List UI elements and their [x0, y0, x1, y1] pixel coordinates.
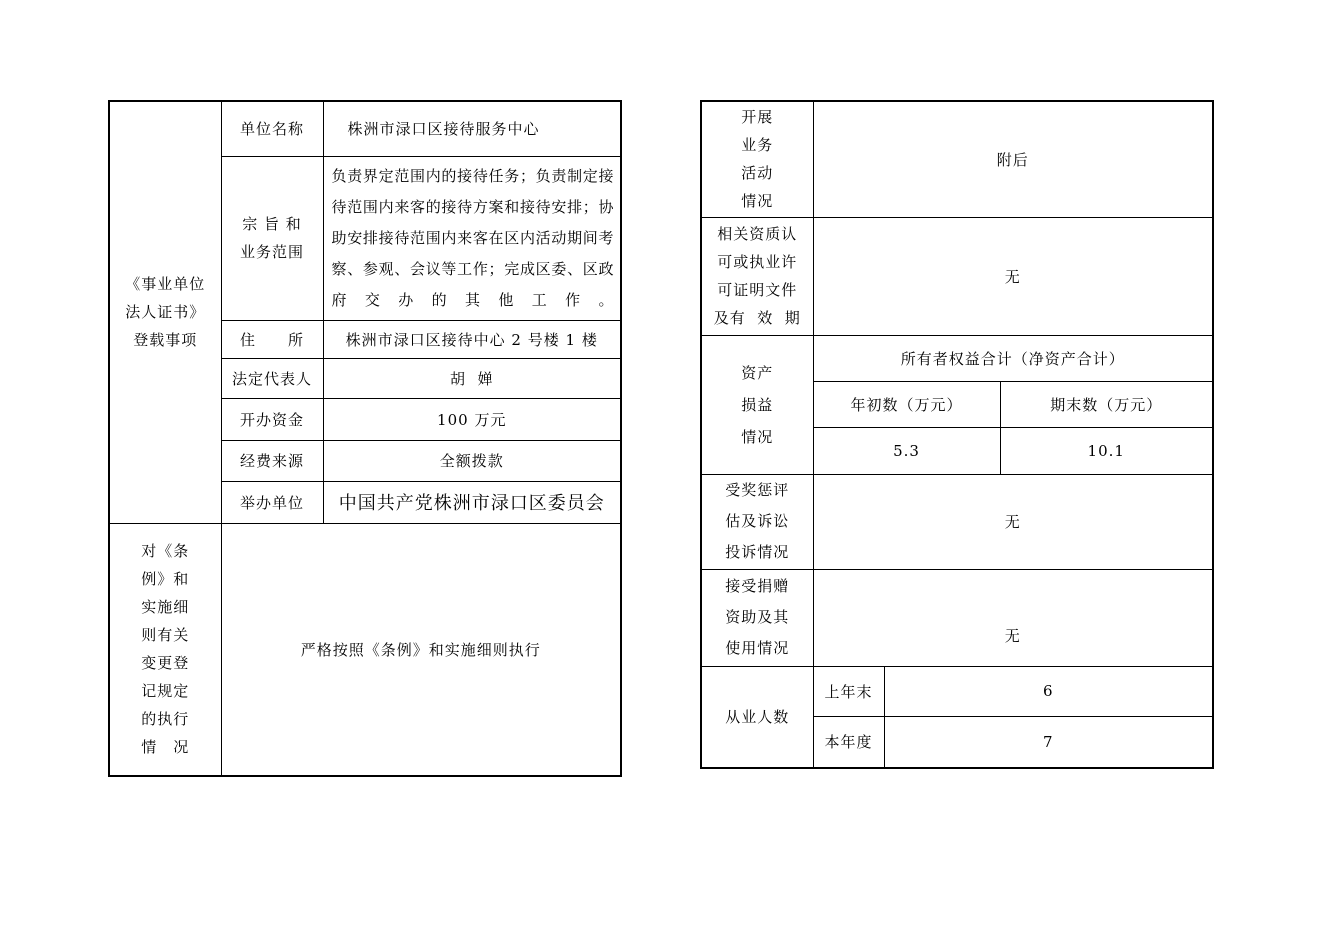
compliance-value: 严格按照《条例》和实施细则执行: [221, 523, 621, 776]
last-year-value: 6: [884, 666, 1213, 716]
end-value: 10.1: [1000, 427, 1213, 474]
section-label-cell: [109, 101, 221, 523]
capital-value: 100 万元: [323, 398, 621, 440]
license-label-line-4: 及有 效 期: [713, 309, 801, 327]
compliance-label-line-2: 例》和: [141, 570, 190, 589]
equity-header: 所有者权益合计（净资产合计）: [813, 335, 1213, 381]
compliance-label-line-4: 则有关: [141, 626, 190, 645]
begin-label: 年初数（万元）: [813, 381, 1000, 427]
legal-rep-value: 胡 婵: [323, 358, 621, 398]
section-label-line-2: 法人证书》: [125, 303, 206, 322]
license-value: 无: [813, 217, 1213, 335]
awards-label-line-1: 受奖惩评: [725, 481, 790, 499]
this-year-value: 7: [884, 716, 1213, 768]
address-label: 住 所: [221, 320, 323, 358]
begin-value: 5.3: [813, 427, 1000, 474]
section-label-line-3: 登载事项: [133, 331, 198, 350]
unit-name-label: 单位名称: [221, 101, 323, 156]
staff-label: 从业人数: [701, 666, 813, 768]
business-label-cell: [701, 101, 813, 217]
donations-value-text: 无: [1004, 626, 1021, 645]
assets-label-line-2: 损益: [741, 395, 774, 414]
sponsor-value: 中国共产党株洲市渌口区委员会: [323, 481, 621, 523]
donations-label-line-3: 使用情况: [725, 639, 790, 657]
awards-value: 无: [813, 474, 1213, 569]
business-label-line-4: 情况: [741, 192, 774, 211]
awards-label-cell: [701, 474, 813, 569]
purpose-value: 负责界定范围内的接待任务；负责制定接待范围内来客的接待方案和接待安排；协助安排接待范围内来客在区内活动期间考察、参观、会议等工作；完成区委、区政府交办的其他工作。: [331, 166, 614, 309]
purpose-label-cell: [221, 156, 323, 320]
compliance-label-line-6: 记规定: [141, 682, 190, 701]
funding-value: 全额拨款: [323, 440, 621, 481]
awards-label-line-2: 估及诉讼: [725, 512, 790, 530]
annual-report-table: [700, 100, 1214, 769]
address-value: 株洲市渌口区接待中心 2 号楼 1 楼: [323, 320, 621, 358]
legal-rep-label: 法定代表人: [221, 358, 323, 398]
purpose-label-line-1: 宗 旨 和: [242, 215, 302, 233]
assets-label-line-1: 资产: [741, 363, 774, 382]
end-label: 期末数（万元）: [1000, 381, 1213, 427]
business-value: 附后: [813, 101, 1213, 217]
donations-label-line-1: 接受捐赠: [725, 577, 790, 595]
business-label-line-2: 业务: [741, 136, 774, 155]
license-label-line-2: 可或执业许: [717, 253, 798, 271]
license-label-line-1: 相关资质认: [717, 225, 798, 243]
compliance-label-line-8: 情 况: [141, 738, 190, 757]
purpose-label-line-2: 业务范围: [239, 243, 304, 261]
license-label-cell: [701, 217, 813, 335]
last-year-label: 上年末: [813, 666, 884, 716]
compliance-label-line-3: 实施细: [141, 598, 190, 617]
donations-value: [813, 569, 1213, 666]
unit-name-value: 株洲市渌口区接待服务中心: [323, 101, 621, 156]
license-label-line-3: 可证明文件: [717, 281, 798, 299]
compliance-label-cell: [109, 523, 221, 776]
registration-table: [108, 100, 622, 777]
business-label-line-3: 活动: [741, 164, 774, 183]
awards-label-line-3: 投诉情况: [725, 543, 790, 561]
compliance-label-line-1: 对《条: [141, 542, 190, 561]
donations-label-line-2: 资助及其: [725, 608, 790, 626]
assets-label-line-3: 情况: [741, 427, 774, 446]
compliance-label-line-7: 的执行: [141, 710, 190, 729]
capital-label: 开办资金: [221, 398, 323, 440]
section-label-line-1: 《事业单位: [125, 275, 206, 294]
sponsor-label: 举办单位: [221, 481, 323, 523]
purpose-value-cell: [323, 156, 621, 320]
business-label-line-1: 开展: [741, 108, 774, 127]
donations-label-cell: [701, 569, 813, 666]
assets-label-cell: [701, 335, 813, 474]
funding-label: 经费来源: [221, 440, 323, 481]
compliance-label-line-5: 变更登: [141, 654, 190, 673]
this-year-label: 本年度: [813, 716, 884, 768]
